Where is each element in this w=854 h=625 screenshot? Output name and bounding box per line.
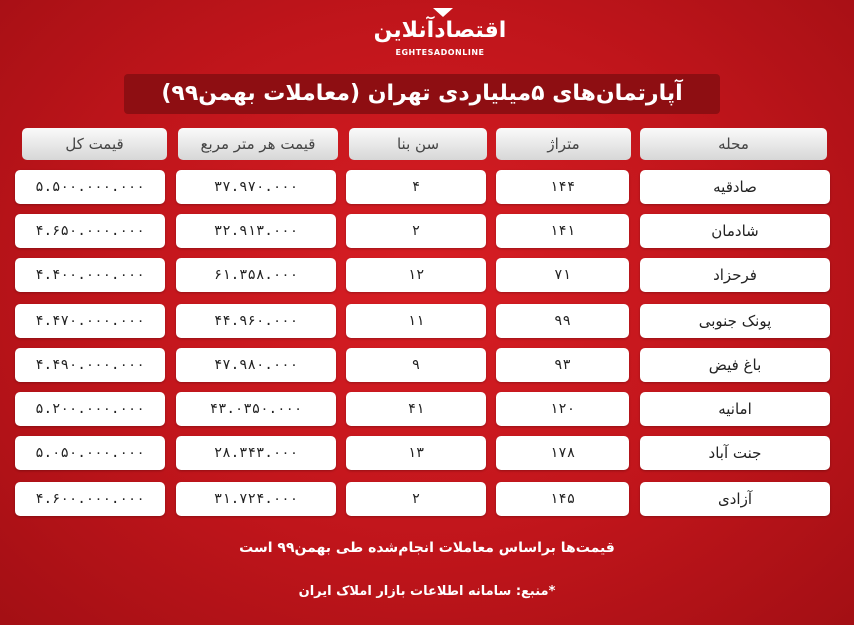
row-7-area: ۱۷۸ <box>496 436 629 470</box>
row-4-price-per-meter: ۴۴.۹۶۰.۰۰۰ <box>176 304 336 338</box>
page-title: آپارتمان‌های ۵میلیاردی تهران (معاملات بهمن۹۹) <box>124 74 720 114</box>
row-4-district: پونک جنوبی <box>640 304 830 338</box>
row-4-age: ۱۱ <box>346 304 486 338</box>
row-1-area: ۱۴۴ <box>496 170 629 204</box>
logo <box>370 8 510 60</box>
row-5-age: ۹ <box>346 348 486 382</box>
row-2-district: شادمان <box>640 214 830 248</box>
row-8-price-per-meter: ۳۱.۷۲۴.۰۰۰ <box>176 482 336 516</box>
row-3-age: ۱۲ <box>346 258 486 292</box>
row-6-district: امانیه <box>640 392 830 426</box>
row-6-total-price: ۵.۲۰۰.۰۰۰.۰۰۰ <box>15 392 165 426</box>
footer-note: قیمت‌ها براساس معاملات انجام‌شده طی بهمن۹۹ است <box>239 540 615 556</box>
row-4-total-price: ۴.۴۷۰.۰۰۰.۰۰۰ <box>15 304 165 338</box>
row-5-area: ۹۳ <box>496 348 629 382</box>
row-8-age: ۲ <box>346 482 486 516</box>
row-7-district: جنت آباد <box>640 436 830 470</box>
row-6-age: ۴۱ <box>346 392 486 426</box>
header-total-price: قیمت کل <box>22 128 167 160</box>
row-1-age: ۴ <box>346 170 486 204</box>
row-7-total-price: ۵.۰۵۰.۰۰۰.۰۰۰ <box>15 436 165 470</box>
logo-triangle-icon <box>433 8 453 17</box>
logo-subtitle: EGHTESADONLINE <box>395 48 485 57</box>
row-6-area: ۱۲۰ <box>496 392 629 426</box>
header-age: سن بنا <box>349 128 487 160</box>
row-2-total-price: ۴.۶۵۰.۰۰۰.۰۰۰ <box>15 214 165 248</box>
row-1-total-price: ۵.۵۰۰.۰۰۰.۰۰۰ <box>15 170 165 204</box>
row-3-district: فرحزاد <box>640 258 830 292</box>
row-6-price-per-meter: ۴۳.۰۳۵۰.۰۰۰ <box>176 392 336 426</box>
row-1-price-per-meter: ۳۷.۹۷۰.۰۰۰ <box>176 170 336 204</box>
row-3-price-per-meter: ۶۱.۳۵۸.۰۰۰ <box>176 258 336 292</box>
row-8-total-price: ۴.۶۰۰.۰۰۰.۰۰۰ <box>15 482 165 516</box>
row-3-area: ۷۱ <box>496 258 629 292</box>
logo-text: اقتصادآنلاین <box>373 18 507 43</box>
footer-source: *منبع: سامانه اطلاعات بازار املاک ایران <box>298 584 556 599</box>
row-3-total-price: ۴.۴۰۰.۰۰۰.۰۰۰ <box>15 258 165 292</box>
row-4-area: ۹۹ <box>496 304 629 338</box>
row-5-total-price: ۴.۴۹۰.۰۰۰.۰۰۰ <box>15 348 165 382</box>
row-8-area: ۱۴۵ <box>496 482 629 516</box>
row-2-age: ۲ <box>346 214 486 248</box>
row-7-price-per-meter: ۲۸.۳۴۳.۰۰۰ <box>176 436 336 470</box>
row-1-district: صادقیه <box>640 170 830 204</box>
row-2-area: ۱۴۱ <box>496 214 629 248</box>
row-7-age: ۱۳ <box>346 436 486 470</box>
row-2-price-per-meter: ۳۲.۹۱۳.۰۰۰ <box>176 214 336 248</box>
header-district: محله <box>640 128 827 160</box>
row-5-price-per-meter: ۴۷.۹۸۰.۰۰۰ <box>176 348 336 382</box>
header-price-per-meter: قیمت هر متر مربع <box>178 128 338 160</box>
row-5-district: باغ فیض <box>640 348 830 382</box>
header-area: متراژ <box>496 128 631 160</box>
row-8-district: آزادی <box>640 482 830 516</box>
